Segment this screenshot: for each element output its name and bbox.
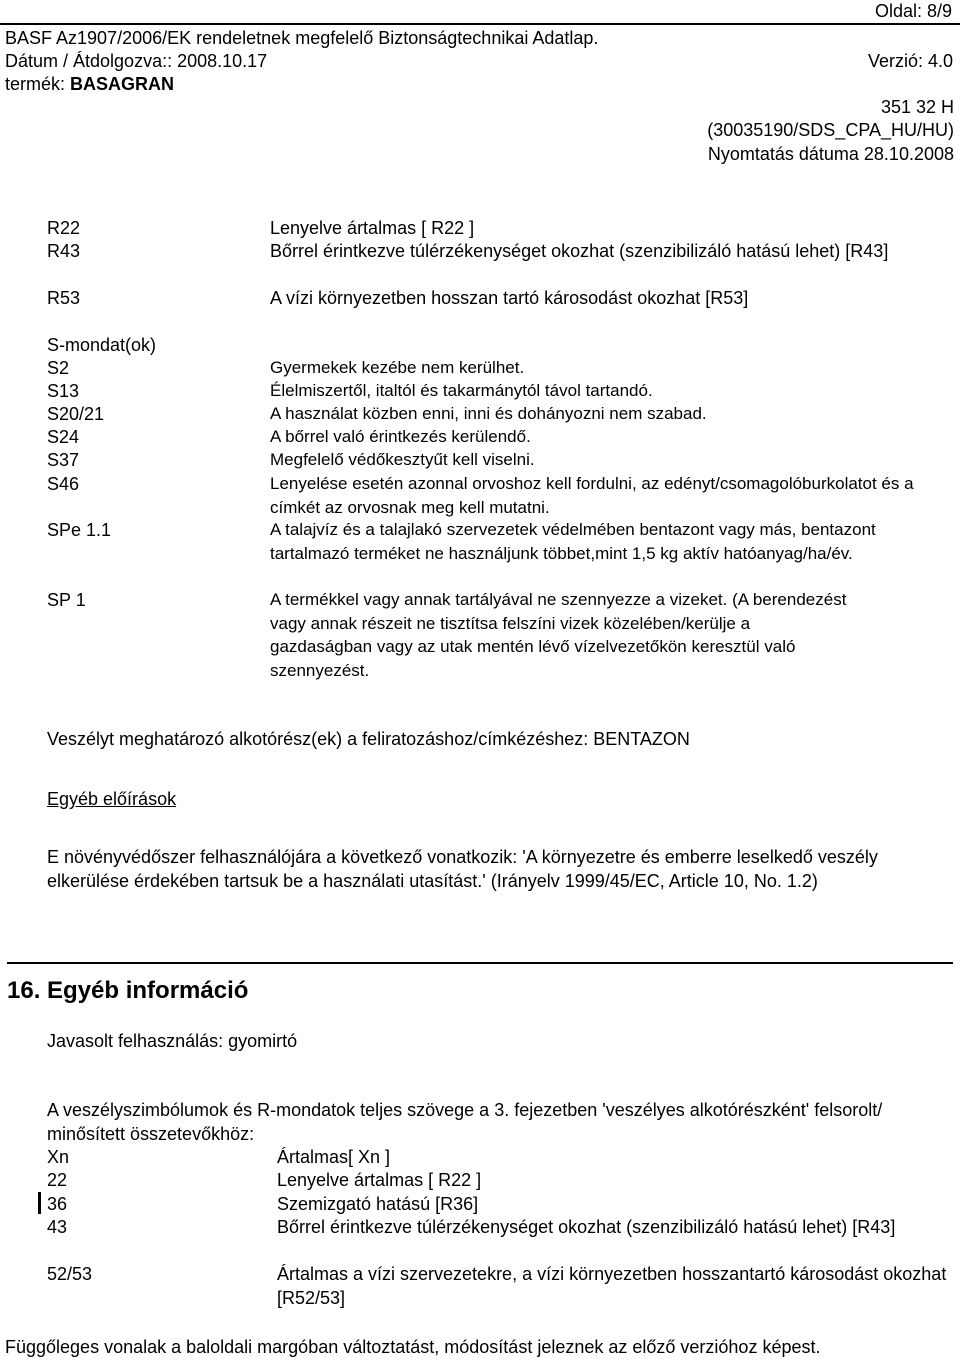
other-rules-text: E növényvédőszer felhasználójára a következő vonatkozik: 'A környezetre és emberre leselkedő veszély elkerülése érdekében tartsuk be a használati utasítást.' (Irányelv 1999/45/EC, Article 10, No. 1.2) <box>47 847 878 891</box>
s-code: S20/21 <box>47 404 105 424</box>
r-code: R53 <box>47 288 81 308</box>
s-text: A talajvíz és a talajlakó szervezetek védelmében bentazont vagy más, bentazont tartalmazó terméket ne használjunk többet,mint 1,5 kg aktív hatóanyag/ha/év. <box>270 520 876 563</box>
r-text: Bőrrel érintkezve túlérzékenységet okozhat (szenzibilizáló hatású lehet) [R43] <box>270 241 889 261</box>
table-code: 52/53 <box>47 1264 93 1284</box>
s-text: A használat közben enni, inni és dohányozni nem szabad. <box>270 404 707 423</box>
s-phrases-heading: S-mondat(ok) <box>47 335 157 355</box>
s-code: S13 <box>47 381 80 401</box>
page-number: Oldal: 8/9 <box>874 1 952 21</box>
product-name: BASAGRAN <box>70 74 175 94</box>
table-text: Ártalmas a vízi szervezetekre, a vízi környezetben hosszantartó károsodást okozhat [R52/53] <box>277 1264 947 1308</box>
table-text: Lenyelve ártalmas [ R22 ] <box>277 1170 482 1190</box>
s-text: Gyermekek kezébe nem kerülhet. <box>270 358 525 377</box>
s-text: A bőrrel való érintkezés kerülendő. <box>270 427 531 446</box>
r-code: R43 <box>47 241 81 261</box>
r-text: A vízi környezetben hosszan tartó károsodást okozhat [R53] <box>270 288 749 308</box>
s-code: S46 <box>47 474 80 494</box>
s-code: SP 1 <box>47 590 86 610</box>
table-code: 43 <box>47 1217 68 1237</box>
table-text: Ártalmas[ Xn ] <box>277 1147 391 1167</box>
s-text: Élelmiszertől, italtól és takarmánytól távol tartandó. <box>270 381 653 400</box>
s-code: SPe 1.1 <box>47 520 112 540</box>
table-text: Szemizgató hatású [R36] <box>277 1194 479 1214</box>
header-top-rule <box>0 23 960 25</box>
section-16-rule <box>7 962 953 964</box>
s-code: S37 <box>47 450 80 470</box>
print-date: Nyomtatás dátuma 28.10.2008 <box>707 144 954 164</box>
revision-date: Dátum / Átdolgozva:: 2008.10.17 <box>5 51 268 71</box>
table-text: Bőrrel érintkezve túlérzékenységet okozhat (szenzibilizáló hatású lehet) [R43] <box>277 1217 896 1237</box>
hazard-components: Veszélyt meghatározó alkotórész(ek) a feliratozáshoz/címkézéshez: BENTAZON <box>47 729 690 749</box>
section-16-intro: A veszélyszimbólumok és R-mondatok teljes szövege a 3. fejezetben 'veszélyes alkotórészként' felsorolt/ minősített összetevőkhöz: <box>47 1100 883 1144</box>
r-text: Lenyelve ártalmas [ R22 ] <box>270 218 475 238</box>
table-code: 22 <box>47 1170 68 1190</box>
s-code: S24 <box>47 427 80 447</box>
table-code: 36 <box>47 1194 68 1214</box>
change-marker-bar <box>38 1192 41 1214</box>
r-code: R22 <box>47 218 81 238</box>
s-code: S2 <box>47 358 70 378</box>
s-text: Lenyelése esetén azonnal orvoshoz kell fordulni, az edényt/csomagolóburkolatot és a címkét az orvosnak meg kell mutatni. <box>270 474 914 517</box>
table-code: Xn <box>47 1147 70 1167</box>
sds-code: (30035190/SDS_CPA_HU/HU) <box>707 120 954 140</box>
product-label: termék: <box>5 74 71 94</box>
other-rules-heading: Egyéb előírások <box>47 789 177 809</box>
recommended-use: Javasolt felhasználás: gyomirtó <box>47 1031 298 1051</box>
product-line <box>5 73 174 95</box>
s-text: Megfelelő védőkesztyűt kell viselni. <box>270 450 535 469</box>
footer-note: Függőleges vonalak a baloldali margóban változtatást, módosítást jeleznek az előző verzióhoz képest. <box>5 1337 821 1357</box>
product-code: 351 32 H <box>880 97 954 117</box>
version: Verzió: 4.0 <box>867 51 953 71</box>
document-title: BASF Az1907/2006/EK rendeletnek megfelelő Biztonságtechnikai Adatlap. <box>5 28 599 48</box>
section-16-heading: 16. Egyéb információ <box>7 977 249 1004</box>
s-text: A termékkel vagy annak tartályával ne szennyezze a vizeket. (A berendezést vagy annak részeit ne tisztítsa felszíni vizek közelében/kerülje a gazdaságban vagy az utak mentén lévő vízelvezetőkön keresztül való szennyezést. <box>270 590 847 680</box>
